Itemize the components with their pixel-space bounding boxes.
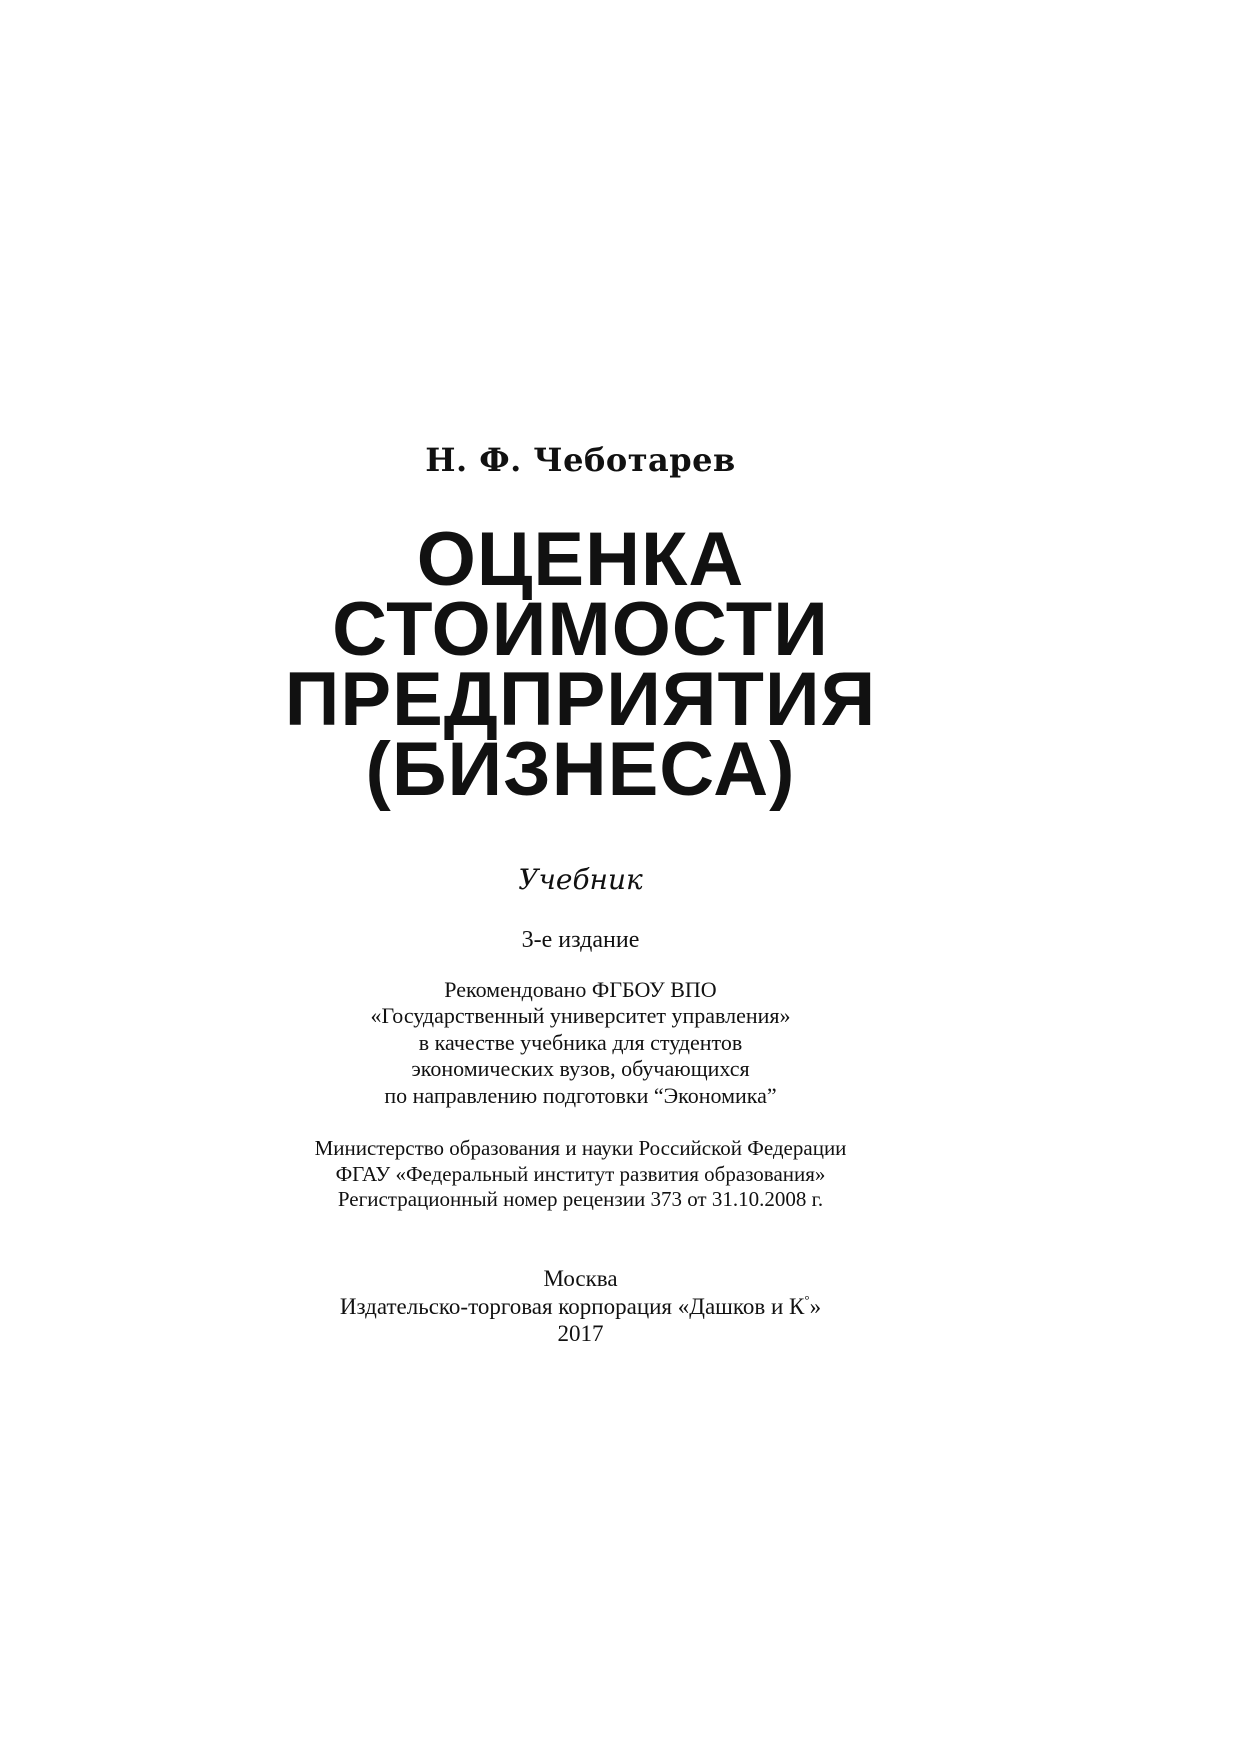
publisher-name: [0, 1293, 1161, 1321]
author-name: Н. Ф. Чеботарев: [425, 441, 736, 479]
recommendation-text: [0, 977, 1161, 1109]
publisher-name-degree: °: [804, 1291, 810, 1307]
title-line-2: СТОИМОСТИ: [332, 587, 829, 672]
publication-year: 2017: [557, 1321, 604, 1346]
recommendation-line-2: «Государственный университет управления»: [370, 1003, 791, 1029]
recommendation-line-3: в качестве учебника для студентов: [418, 1029, 743, 1055]
publisher-name-close: »: [809, 1293, 822, 1319]
ministry-approval: [0, 1136, 1161, 1213]
publisher-city: Москва: [543, 1266, 618, 1291]
book-title: [0, 517, 1161, 812]
recommendation-line-1: Рекомендовано ФГБОУ ВПО: [444, 977, 717, 1002]
recommendation-line-5: по направлению подготовки “Экономика”: [384, 1082, 777, 1108]
ministry-line-3: Регистрационный номер рецензии 373 от 31.10.2008 г.: [337, 1187, 824, 1211]
ministry-line-1: Министерство образования и науки Российской Федерации: [314, 1136, 847, 1160]
title-line-1: ОЦЕНКА: [416, 517, 745, 602]
publisher-imprint: [0, 1265, 1161, 1348]
book-type: Учебник: [518, 863, 643, 896]
ministry-line-2: ФГАУ «Федеральный институт развития образования»: [335, 1161, 826, 1186]
edition-label: 3-е издание: [521, 927, 640, 953]
recommendation-line-4: экономических вузов, обучающихся: [411, 1056, 750, 1082]
title-line-3: ПРЕДПРИЯТИЯ: [284, 657, 877, 742]
publisher-name-main: Издательско-торговая корпорация «Дашков и К: [339, 1293, 805, 1319]
title-line-4: (БИЗНЕСА): [365, 727, 796, 812]
